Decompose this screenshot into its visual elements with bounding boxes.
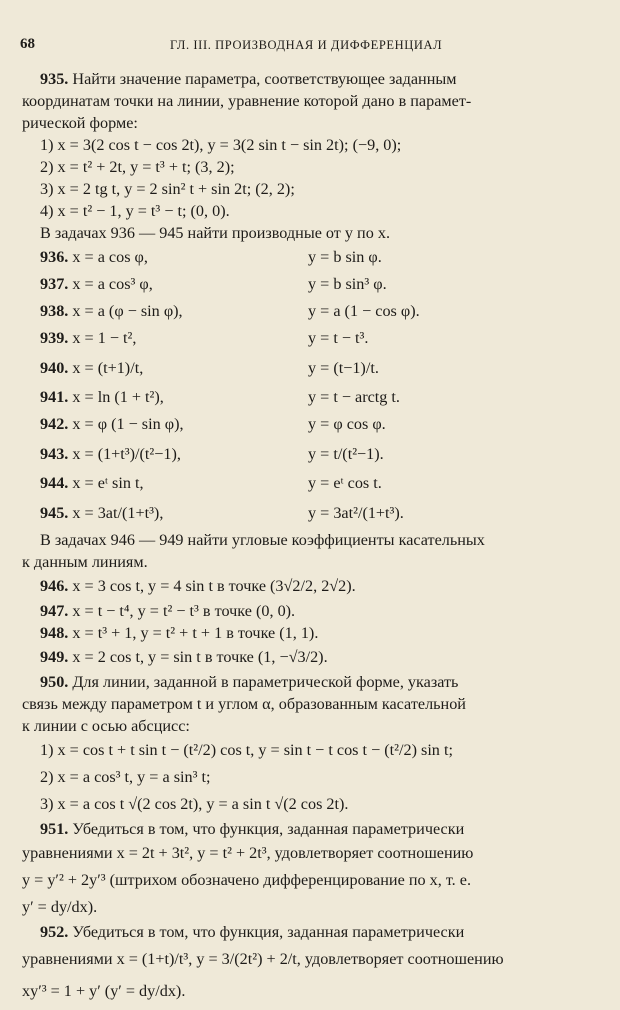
section-intro-936-945: В задачах 936 — 945 найти производные от y по x. — [40, 224, 391, 242]
x-equation: x = 3at/(1+t³), — [72, 504, 164, 522]
problem-row — [22, 497, 606, 529]
y-equation: y = 3at²/(1+t³). — [308, 504, 404, 522]
problem-number: 949. — [40, 648, 69, 666]
problem-number: 950. — [40, 673, 69, 691]
problem-text: x = t − t⁴, y = t² − t³ в точке (0, 0). — [72, 602, 296, 620]
problem-952-line-1 — [22, 921, 606, 943]
problem-951-line-3: y = y′² + 2y′³ (штрихом обозначено дифференцирование по x, т. е. — [22, 871, 472, 889]
problem-950-item-3: 3) x = a cos t √(2 cos 2t), y = a sin t √(2 cos 2t). — [40, 795, 349, 813]
y-equation: y = b sin³ φ. — [308, 275, 387, 293]
problem-text: координатам точки на линии, уравнение которой дано в парамет- — [22, 92, 472, 110]
problem-row — [22, 325, 606, 352]
y-equation: y = b sin φ. — [308, 248, 382, 266]
problem-row — [22, 384, 606, 411]
problem-number: 945. — [40, 504, 69, 522]
problem-935-item-1: 1) x = 3(2 cos t − cos 2t), y = 3(2 sin t − sin 2t); (−9, 0); — [40, 136, 402, 154]
problem-number: 941. — [40, 388, 69, 406]
page-header — [20, 36, 605, 58]
problem-number: 947. — [40, 602, 69, 620]
problem-row — [22, 600, 606, 622]
x-equation: x = (t+1)/t, — [72, 359, 144, 377]
problem-number: 940. — [40, 359, 69, 377]
problem-text: x = t³ + 1, y = t² + t + 1 в точке (1, 1). — [72, 624, 319, 642]
x-equation: x = eᵗ sin t, — [72, 474, 144, 492]
y-equation: y = t/(t²−1). — [308, 445, 384, 463]
x-equation: x = a (φ − sin φ), — [72, 302, 183, 320]
x-equation: x = (1+t³)/(t²−1), — [72, 445, 181, 463]
problem-number: 948. — [40, 624, 69, 642]
problem-number: 952. — [40, 923, 69, 941]
problem-row — [22, 411, 606, 438]
problem-number: 936. — [40, 248, 69, 266]
problem-number: 937. — [40, 275, 69, 293]
problem-row — [22, 573, 606, 600]
problem-number: 951. — [40, 820, 69, 838]
problem-952-line-2: уравнениями x = (1+t)/t³, y = 3/(2t²) + 2/t, удовлетворяет соотношению — [22, 950, 504, 968]
problem-951-line-4: y′ = dy/dx). — [22, 898, 98, 916]
problem-text: Убедиться в том, что функция, заданная параметрически — [72, 820, 465, 838]
problem-row — [22, 298, 606, 325]
problem-text: Для линии, заданной в параметрической форме, указать — [72, 673, 459, 691]
problem-935-line-1 — [22, 68, 606, 90]
problem-935-item-3: 3) x = 2 tg t, y = 2 sin² t + sin 2t; (2, 2); — [40, 180, 295, 198]
x-equation: x = a cos φ, — [72, 248, 148, 266]
running-title: ГЛ. III. ПРОИЗВОДНАЯ И ДИФФЕРЕНЦИАЛ — [170, 38, 443, 52]
problem-row — [22, 622, 606, 644]
problem-935-item-2: 2) x = t² + 2t, y = t³ + t; (3, 2); — [40, 158, 235, 176]
problem-number: 942. — [40, 415, 69, 433]
problem-row — [22, 352, 606, 384]
problem-950-line-1 — [22, 671, 606, 693]
page-number: 68 — [20, 36, 35, 52]
y-equation: y = a (1 − cos φ). — [308, 302, 420, 320]
problem-935-line-3 — [22, 112, 606, 134]
problem-text: рической форме: — [22, 114, 138, 132]
problem-row — [22, 244, 606, 271]
y-equation: y = t − t³. — [308, 329, 369, 347]
problem-952-line-3: xy′³ = 1 + y′ (y′ = dy/dx). — [22, 982, 186, 1000]
x-equation: x = a cos³ φ, — [72, 275, 153, 293]
problem-row — [22, 644, 606, 671]
y-equation: y = (t−1)/t. — [308, 359, 379, 377]
problem-951-line-1 — [22, 818, 606, 840]
section-intro-946-949-line-2: к данным линиям. — [22, 553, 148, 571]
x-equation: x = 1 − t², — [72, 329, 137, 347]
problem-number: 943. — [40, 445, 69, 463]
problem-text: Убедиться в том, что функция, заданная параметрически — [72, 923, 465, 941]
x-equation: x = φ (1 − sin φ), — [72, 415, 184, 433]
problem-number: 946. — [40, 577, 69, 595]
problem-number: 938. — [40, 302, 69, 320]
problem-950-line-2: связь между параметром t и углом α, образованным касательной — [22, 695, 466, 713]
page-content — [22, 68, 606, 1007]
problem-number: 935. — [40, 70, 69, 88]
problem-number: 939. — [40, 329, 69, 347]
problem-row — [22, 271, 606, 298]
problem-row — [22, 438, 606, 470]
problem-950-item-1: 1) x = cos t + t sin t − (t²/2) cos t, y = sin t − t cos t − (t²/2) sin t; — [40, 741, 453, 759]
problem-950-item-2: 2) x = a cos³ t, y = a sin³ t; — [40, 768, 211, 786]
y-equation: y = eᵗ cos t. — [308, 474, 382, 492]
x-equation: x = ln (1 + t²), — [72, 388, 164, 406]
problem-935-item-4: 4) x = t² − 1, y = t³ − t; (0, 0). — [40, 202, 230, 220]
y-equation: y = φ cos φ. — [308, 415, 386, 433]
problem-951-line-2: уравнениями x = 2t + 3t², y = t² + 2t³, удовлетворяет соотношению — [22, 844, 474, 862]
problem-text: x = 2 cos t, y = sin t в точке (1, −√3/2). — [72, 648, 328, 666]
problem-text: Найти значение параметра, соответствующее заданным — [72, 70, 457, 88]
problem-950-line-3: к линии с осью абсцисс: — [22, 717, 190, 735]
problem-text: x = 3 cos t, y = 4 sin t в точке (3√2/2, 2√2). — [72, 577, 356, 595]
problem-number: 944. — [40, 474, 69, 492]
section-intro-946-949-line-1: В задачах 946 — 949 найти угловые коэффициенты касательных — [40, 531, 485, 549]
y-equation: y = t − arctg t. — [308, 388, 400, 406]
problem-935-line-2 — [22, 90, 606, 112]
problem-row — [22, 470, 606, 497]
